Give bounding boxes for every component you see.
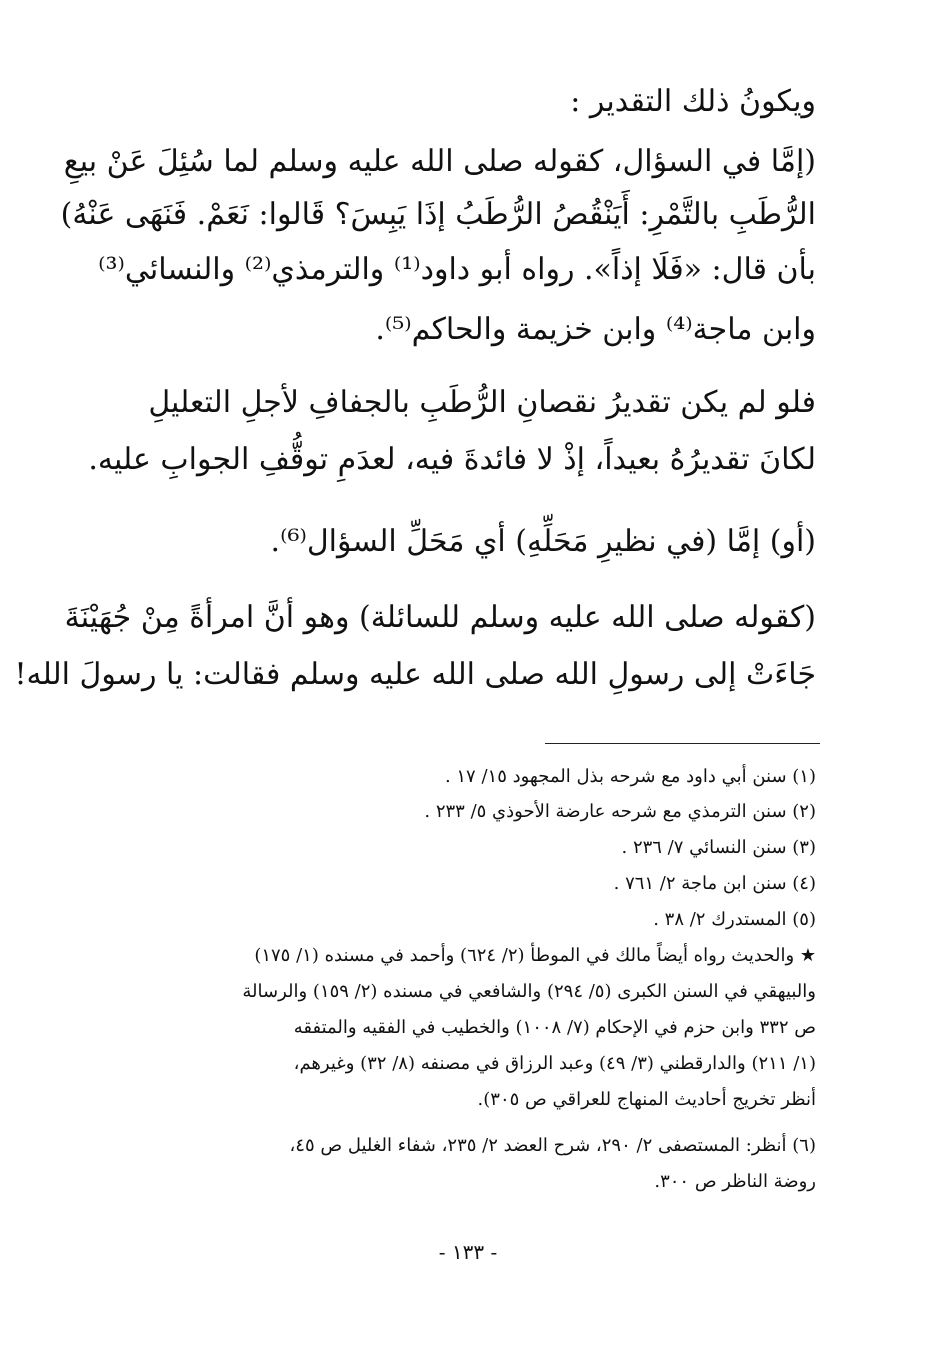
body-line-2: (إمَّا في السؤال، كقوله صلى الله عليه وسلم لما سُئِلَ عَنْ بيعِ xyxy=(63,144,816,179)
page-number: - ١٣٣ - xyxy=(438,1240,498,1264)
footnote-1: (١) سنن أبي داود مع شرحه بذل المجهود ١٥/ ١٧ . xyxy=(444,766,816,787)
footnote-3: (٣) سنن النسائي ٧/ ٢٣٦ . xyxy=(621,837,816,858)
body-line-7: لكانَ تقديرُهُ بعيداً، إذْ لا فائدةَ فيه، لعدَمِ توقُّفِ الجوابِ عليه. xyxy=(88,442,816,477)
body-line-8: (أو) إمَّا (في نظيرِ مَحَلِّهِ) أي مَحَلِّ السؤال⁽⁶⁾. xyxy=(270,524,816,559)
footnote-6: (٦) أنظر: المستصفى ٢/ ٢٩٠، شرح العضد ٢/ ٢٣٥، شفاء الغليل ص ٤٥، xyxy=(289,1135,816,1156)
footnote-6-cont: روضة الناظر ص ٣٠٠. xyxy=(654,1171,816,1192)
footnote-5: (٥) المستدرك ٢/ ٣٨ . xyxy=(653,909,816,930)
body-line-6: فلو لم يكن تقديرُ نقصانِ الرُّطَبِ بالجفافِ لأجلِ التعليلِ xyxy=(148,385,816,420)
footnote-4: (٤) سنن ابن ماجة ٢/ ٧٦١ . xyxy=(613,873,816,894)
body-line-3: الرُّطَبِ بالتَّمْرِ: أَيَنْقُصُ الرُّطَبُ إذَا يَبِسَ؟ قَالوا: نَعَمْ. فَنَهَى عَنْهُ) xyxy=(60,197,816,232)
body-line-1: ويكونُ ذلك التقدير : xyxy=(570,84,816,119)
footnote-divider xyxy=(545,743,820,744)
footnote-star-4: (١/ ٢١١) والدارقطني (٣/ ٤٩) وعبد الرزاق في مصنفه (٨/ ٣٢) وغيرهم، xyxy=(293,1053,816,1074)
body-line-5: وابن ماجة⁽⁴⁾ وابن خزيمة والحاكم⁽⁵⁾. xyxy=(375,312,816,347)
footnote-star-1: ★ والحديث رواه أيضاً مالك في الموطأ (٢/ ٦٢٤) وأحمد في مسنده (١/ ١٧٥) xyxy=(254,945,816,966)
footnote-2: (٢) سنن الترمذي مع شرحه عارضة الأحوذي ٥/ ٢٣٣ . xyxy=(424,801,816,822)
body-line-10: جَاءَتْ إلى رسولِ الله صلى الله عليه وسلم فقالت: يا رسولَ الله! xyxy=(14,657,816,692)
footnote-star-2: والبيهقي في السنن الكبرى (٥/ ٢٩٤) والشافعي في مسنده (٢/ ١٥٩) والرسالة xyxy=(242,981,816,1002)
body-line-4: بأن قال: «فَلَا إذاً». رواه أبو داود⁽¹⁾ والترمذي⁽²⁾ والنسائي⁽³⁾ xyxy=(98,252,816,287)
footnote-star-3: ص ٣٣٢ وابن حزم في الإحكام (٧/ ١٠٠٨) والخطيب في الفقيه والمتفقه xyxy=(293,1017,816,1038)
body-line-9: (كقوله صلى الله عليه وسلم للسائلة) وهو أنَّ امرأةً مِنْ جُهَيْنَةَ xyxy=(64,600,816,635)
footnote-star-5: أنظر تخريج أحاديث المنهاج للعراقي ص ٣٠٥). xyxy=(477,1089,816,1110)
